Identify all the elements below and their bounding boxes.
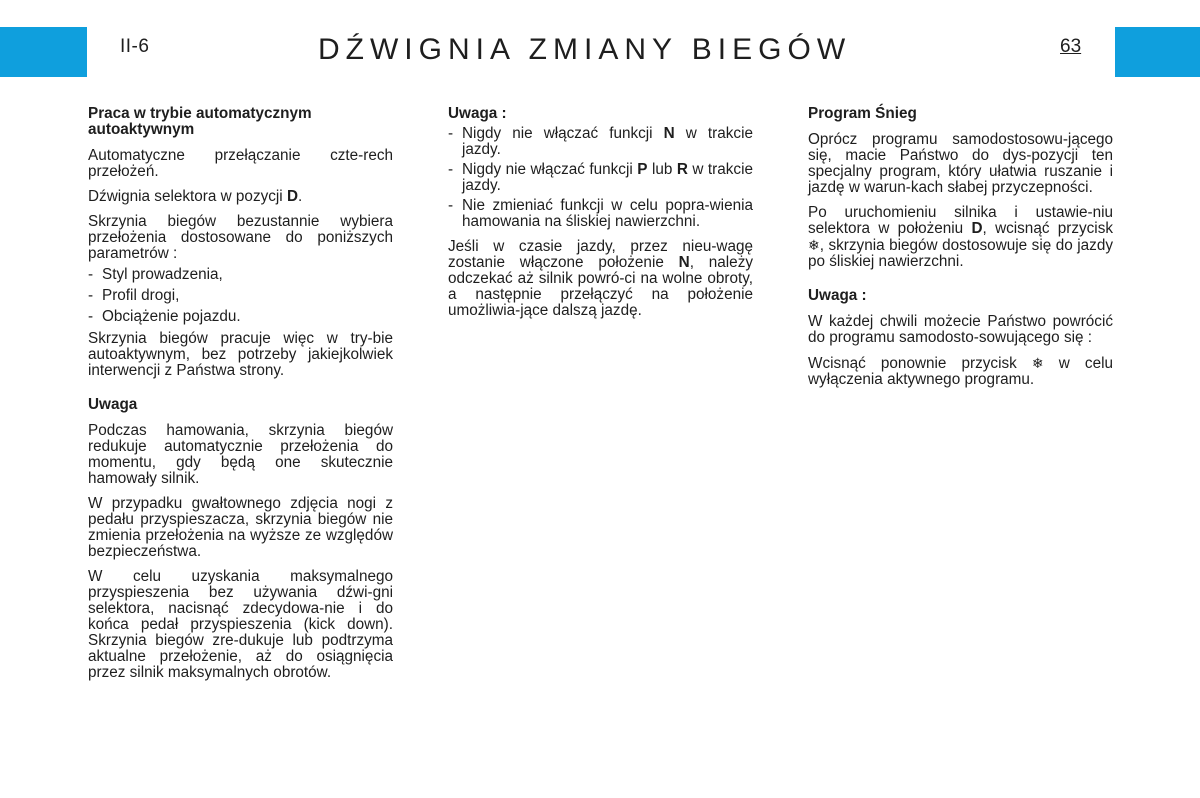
- section-code: II-6: [120, 36, 150, 57]
- paragraph: Oprócz programu samodostosowu-jącego się, macie Państwo do dys-pozycji ten specjalny program, który ułatwia ruszanie i jazdę w warun-kach słabej przyczepności.: [808, 131, 1113, 196]
- paragraph: W każdej chwili możecie Państwo powrócić do programu samodosto-sowującego się :: [808, 313, 1113, 346]
- note-heading: Uwaga :: [448, 105, 507, 122]
- paragraph: Po uruchomieniu silnika i ustawie-niu selektora w położeniu D, wcisnąć przycisk ❄, skrzynia biegów dostosowuje się do jazdy po śliskiej nawierzchni.: [808, 204, 1113, 270]
- paragraph: Skrzynia biegów bezustannie wybiera przełożenia dostosowane do poniższych parametrów :: [88, 213, 393, 262]
- paragraph: Wcisnąć ponownie przycisk ❄ w celu wyłączenia aktywnego programu.: [808, 355, 1113, 388]
- column-middle: [448, 106, 753, 328]
- paragraph: Podczas hamowania, skrzynia biegów redukuje automatycznie przełożenia do momentu, gdy będą one skutecznie hamowały silnik.: [88, 422, 393, 487]
- paragraph: Jeśli w czasie jazdy, przez nieu-wagę zostanie włączone położenie N, należy odczekać aż silnik powró-ci na wolne obroty, a następnie przełączyć na położenie umożliwia-jące dalszą jazdę.: [448, 238, 753, 319]
- paragraph: Skrzynia biegów pracuje więc w try-bie autoaktywnym, bez potrzeby jakiejkolwiek interwencji z Państwa strony.: [88, 330, 393, 379]
- left-blue-tab: [0, 27, 87, 77]
- snowflake-icon: ❄: [808, 237, 820, 253]
- snowflake-icon: ❄: [1031, 355, 1044, 371]
- list-item: - Nigdy nie włączać funkcji N w trakcie jazdy.: [448, 126, 753, 158]
- paragraph: W przypadku gwałtownego zdjęcia nogi z pedału przyspieszacza, skrzynia biegów nie zmienia przełożenia na wyższe ze względów bezpieczeństwa.: [88, 495, 393, 560]
- right-blue-tab: [1115, 27, 1200, 77]
- list-item: - Nigdy nie włączać funkcji P lub R w trakcie jazdy.: [448, 162, 753, 194]
- note-heading: Uwaga :: [808, 287, 867, 304]
- column-left: [88, 106, 393, 690]
- column-right: [808, 106, 1113, 397]
- list-item: - Profil drogi,: [88, 288, 393, 304]
- list-item: - Nie zmieniać funkcji w celu popra-wienia hamowania na śliskiej nawierzchni.: [448, 198, 753, 230]
- section-heading-auto-mode: Praca w trybie automatycznym autoaktywnym: [88, 105, 312, 138]
- page-number[interactable]: 63: [1060, 36, 1082, 57]
- list-item: - Styl prowadzenia,: [88, 267, 393, 283]
- paragraph: Dźwignia selektora w pozycji D.: [88, 188, 303, 205]
- note-heading: Uwaga: [88, 396, 138, 413]
- paragraph: Automatyczne przełączanie czte-rech przełożeń.: [88, 147, 393, 180]
- page-title: DŹWIGNIA ZMIANY BIEGÓW: [318, 33, 852, 66]
- list-item: - Obciążenie pojazdu.: [88, 309, 393, 325]
- paragraph: W celu uzyskania maksymalnego przyspieszenia bez używania dźwi-gni selektora, nacisnąć zdecydowa-nie i do końca pedał przyspieszenia (kick down). Skrzynia biegów zre-dukuje lub podtrzyma aktualne przełożenie, aż do osiągnięcia przez silnik maksymalnych obrotów.: [88, 568, 393, 681]
- section-heading-snow-program: Program Śnieg: [808, 105, 917, 122]
